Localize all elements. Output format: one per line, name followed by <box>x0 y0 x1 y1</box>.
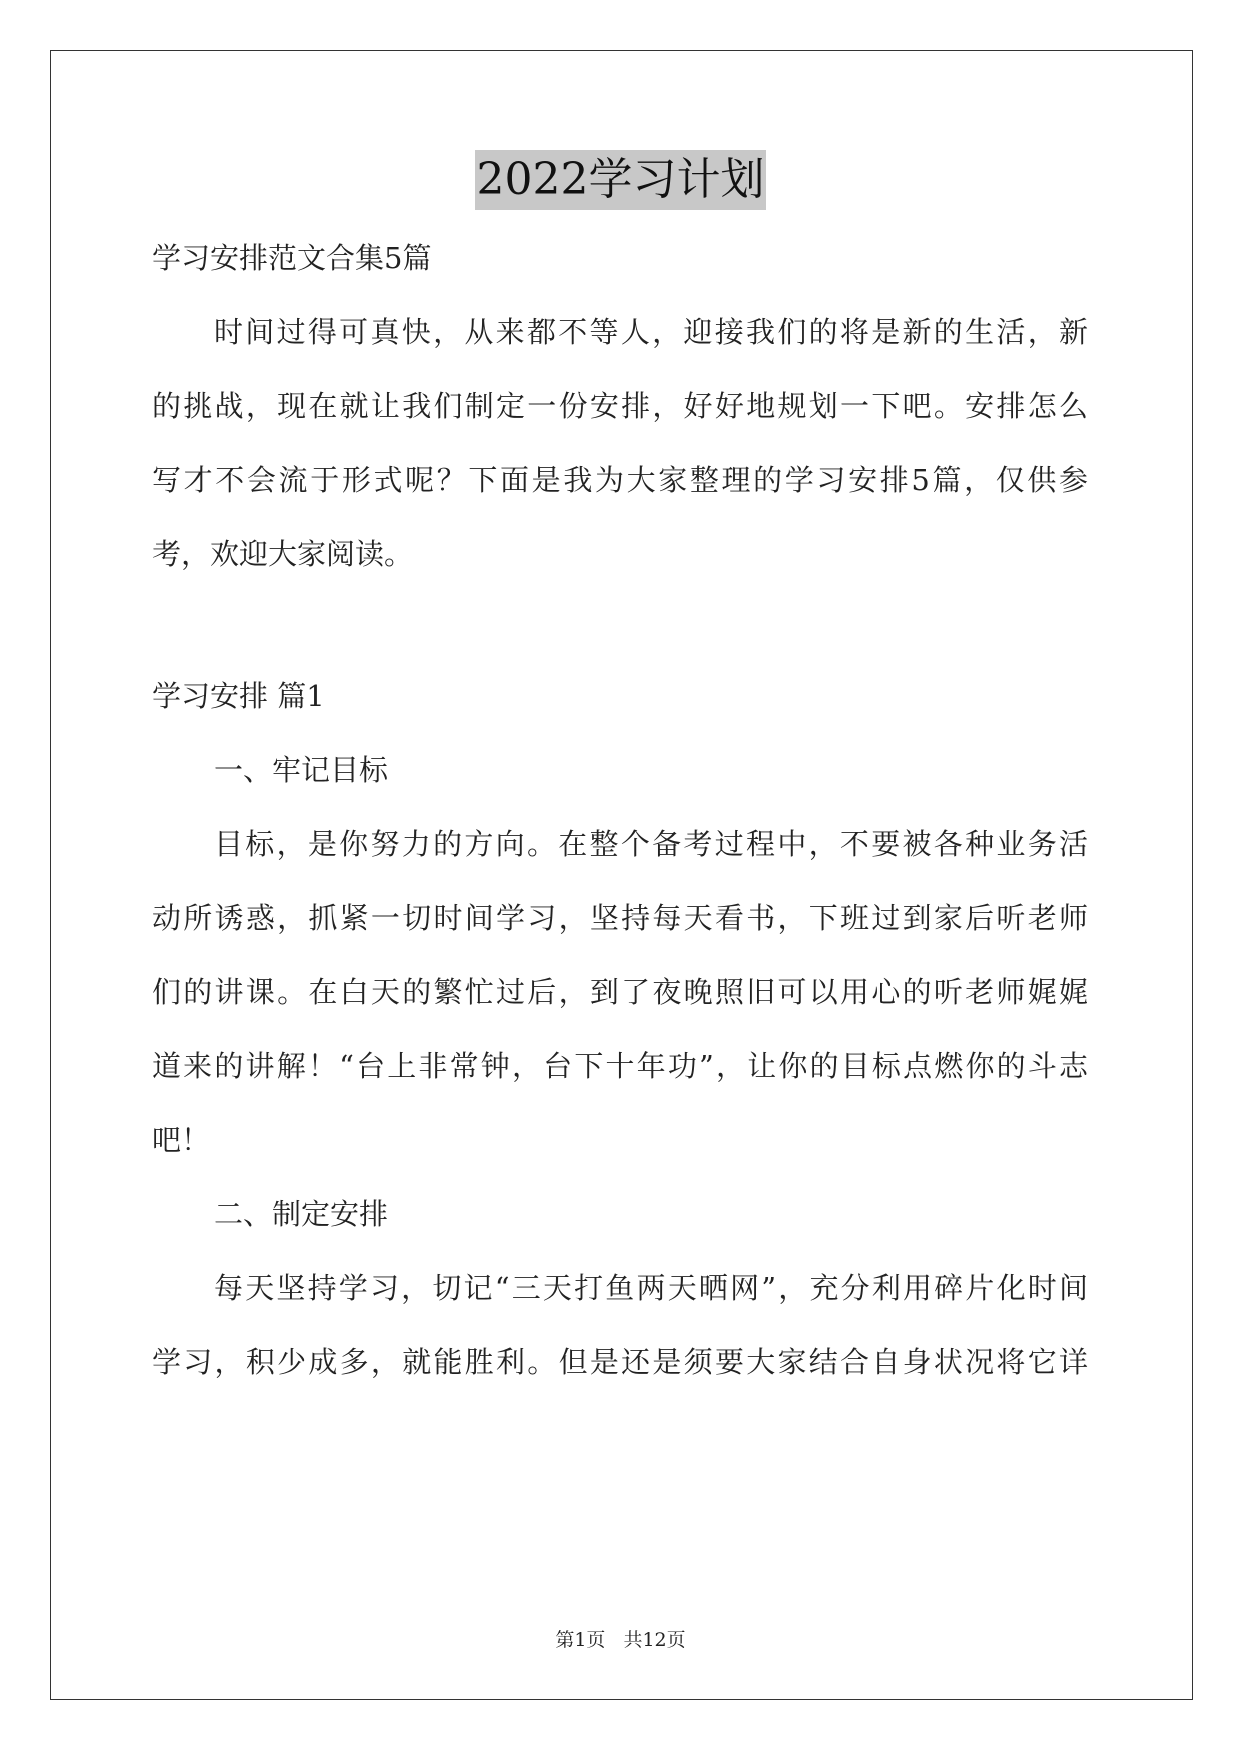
paragraph-line: 的挑战，现在就让我们制定一份安排，好好地规划一下吧。安排怎么 <box>152 389 1088 423</box>
page-total: 共12页 <box>623 1629 686 1651</box>
paragraph-line: 们的讲课。在白天的繁忙过后，到了夜晚照旧可以用心的听老师娓娓 <box>152 975 1088 1009</box>
paragraph-line: 吧！ <box>152 1123 211 1157</box>
page-border <box>50 50 1193 1700</box>
point-heading: 一、牢记目标 <box>214 753 389 787</box>
paragraph-line: 写才不会流于形式呢？下面是我为大家整理的学习安排5篇，仅供参 <box>152 463 1088 497</box>
page-number: 第1页 <box>555 1629 606 1651</box>
paragraph-line: 时间过得可真快，从来都不等人，迎接我们的将是新的生活，新 <box>214 315 1088 349</box>
paragraph-line: 目标，是你努力的方向。在整个备考过程中，不要被各种业务活 <box>214 827 1088 861</box>
paragraph-line: 道来的讲解！“台上非常钟，台下十年功”，让你的目标点燃你的斗志 <box>152 1049 1088 1083</box>
section-heading: 学习安排 篇1 <box>152 679 325 713</box>
paragraph-line: 动所诱惑，抓紧一切时间学习，坚持每天看书，下班过到家后听老师 <box>152 901 1088 935</box>
page-footer <box>0 1626 1241 1654</box>
paragraph-line: 学习，积少成多，就能胜利。但是还是须要大家结合自身状况将它详 <box>152 1345 1088 1379</box>
point-heading: 二、制定安排 <box>214 1197 389 1231</box>
paragraph-line: 考，欢迎大家阅读。 <box>152 537 414 571</box>
document-subtitle: 学习安排范文合集5篇 <box>152 241 432 275</box>
document-title: 2022学习计划 <box>475 150 767 210</box>
paragraph-line: 每天坚持学习，切记“三天打鱼两天晒网”，充分利用碎片化时间 <box>214 1271 1088 1305</box>
